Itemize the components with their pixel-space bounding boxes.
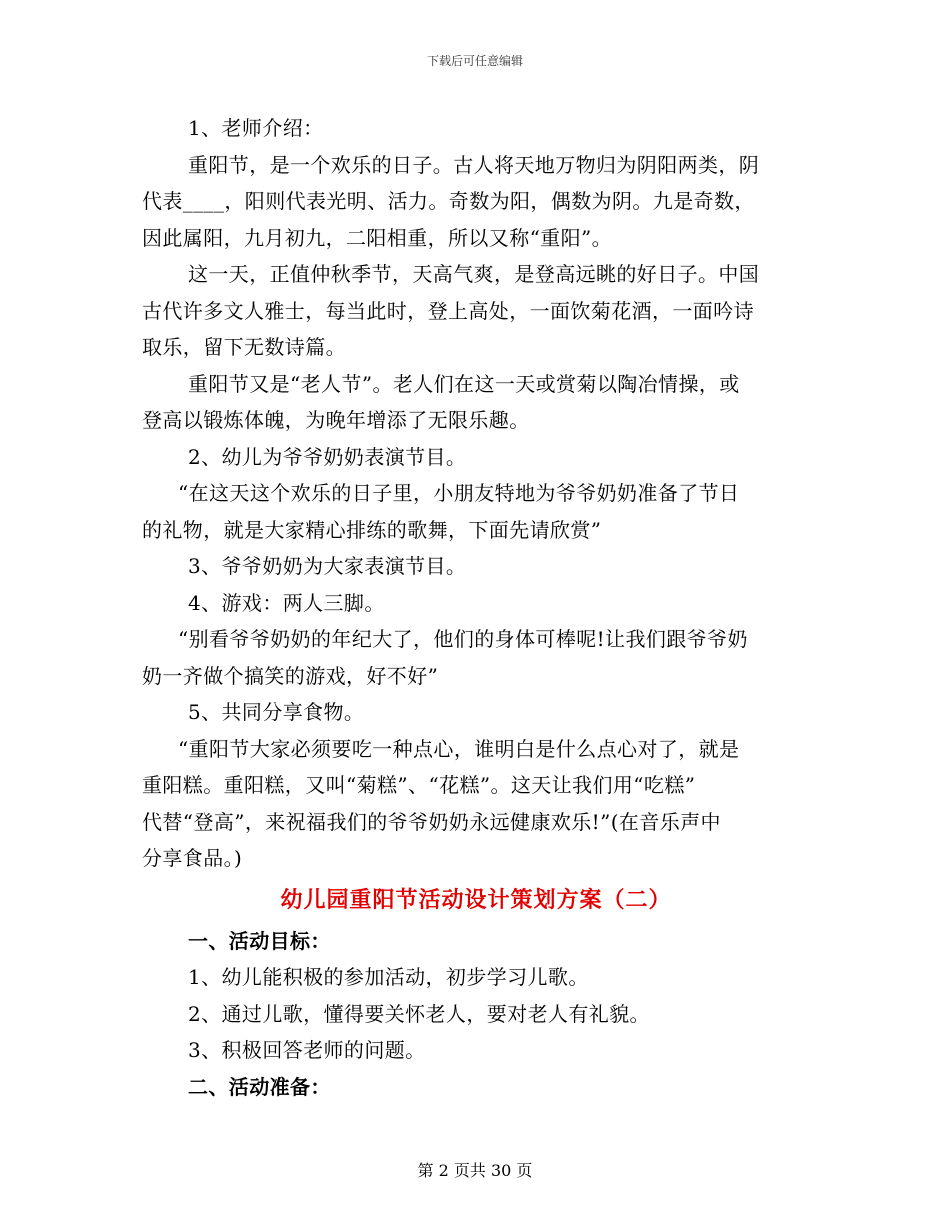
paragraph-line: 奶一齐做个搞笑的游戏，好不好” [142, 663, 439, 688]
list-item: 2、幼儿为爷爷奶奶表演节目。 [188, 444, 467, 469]
page-number: 第 2 页共 30 页 [417, 1161, 533, 1180]
paragraph-line: 取乐，留下无数诗篇。 [142, 335, 346, 359]
section-title: 幼儿园重阳节活动设计策划方案（二） [280, 886, 672, 913]
paragraph-line: 的礼物，就是大家精心排练的歌舞，下面先请欣赏” [142, 517, 602, 542]
section-heading: 二、活动准备： [188, 1074, 331, 1099]
list-item: 1、老师介绍： [188, 116, 324, 140]
list-item: 1、幼儿能积极的参加活动，初步学习儿歌。 [188, 965, 589, 989]
paragraph-line: 这一天，正值仲秋季节，天高气爽，是登高远眺的好日子。中国 [188, 262, 760, 286]
paragraph-line: 重阳节又是“老人节”。老人们在这一天或赏菊以陶冶情操，或 [188, 371, 740, 396]
paragraph-line: 分享食品。) [142, 846, 243, 870]
paragraph-line: 古代许多文人雅士，每当此时，登上高处，一面饮菊花酒，一面吟诗 [142, 298, 754, 323]
list-item: 3、爷爷奶奶为大家表演节目。 [188, 554, 467, 578]
paragraph-line: “别看爷爷奶奶的年纪大了，他们的身体可棒呢!让我们跟爷爷奶 [178, 627, 748, 651]
document-body [142, 110, 810, 1105]
paragraph-line: 重阳节，是一个欢乐的日子。古人将天地万物归为阴阳两类，阴 [188, 152, 760, 177]
list-item: 2、通过儿歌，懂得要关怀老人，要对老人有礼貌。 [188, 1001, 650, 1026]
paragraph-line: 代替“登高”，来祝福我们的爷爷奶奶永远健康欢乐!”(在音乐声中 [142, 809, 721, 834]
list-item: 4、游戏：两人三脚。 [188, 590, 385, 615]
paragraph-line: 代表____，阳则代表光明、活力。奇数为阳，偶数为阴。九是奇数， [142, 189, 755, 213]
list-item: 3、积极回答老师的问题。 [188, 1038, 426, 1062]
paragraph-line: “在这天这个欢乐的日子里，小朋友特地为爷爷奶奶准备了节日 [178, 481, 740, 505]
section-heading: 一、活动目标： [188, 928, 331, 953]
paragraph-line: 重阳糕。重阳糕，又叫“菊糕”、“花糕”。这天让我们用“吃糕” [142, 773, 696, 797]
paragraph-line: 因此属阳，九月初九，二阳相重，所以又称“重阳”。 [142, 225, 613, 250]
paragraph-line: “重阳节大家必须要吃一种点心，谁明白是什么点心对了，就是 [178, 736, 740, 761]
paragraph-line: 登高以锻炼体魄，为晚年增添了无限乐趣。 [142, 408, 530, 432]
header-note: 下载后可任意编辑 [426, 54, 523, 68]
list-item: 5、共同分享食物。 [188, 700, 365, 724]
